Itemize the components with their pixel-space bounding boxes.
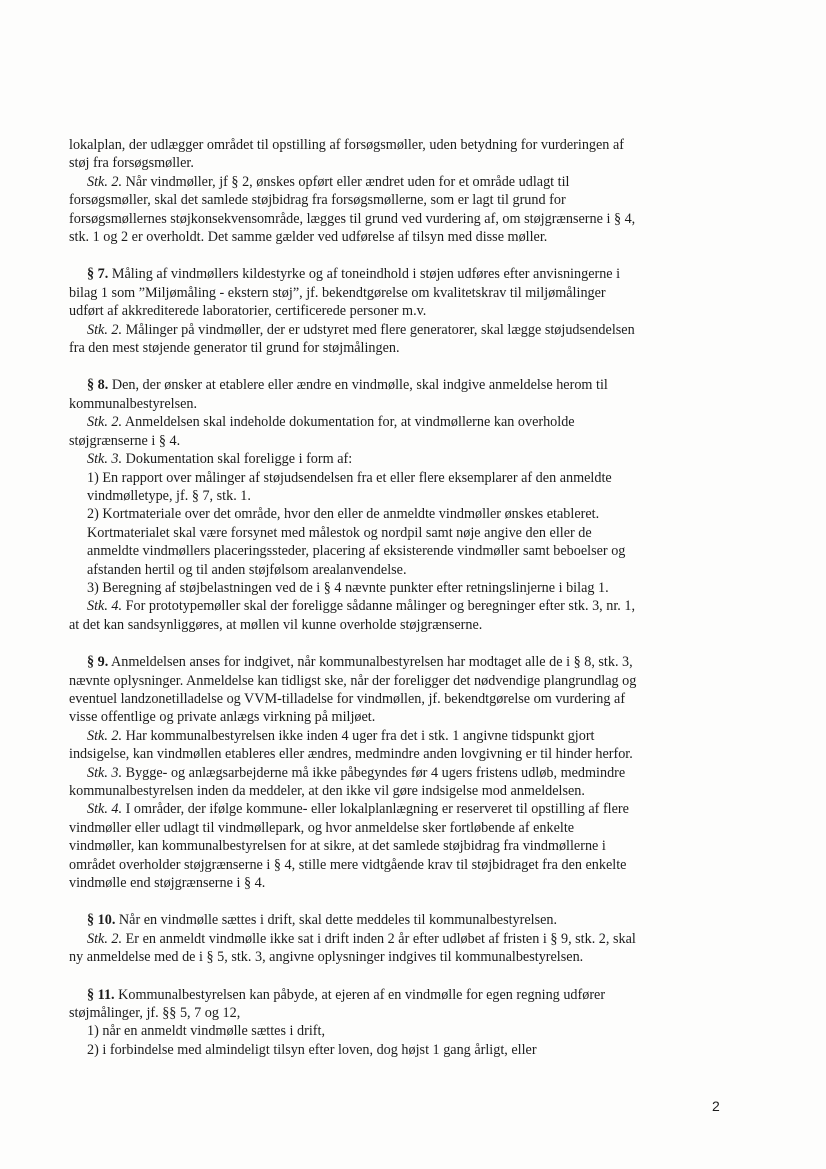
line-text: For prototypemøller skal der foreligge sådanne målinger og beregninger efter stk. 3, nr. 1, — [122, 598, 636, 615]
text-line — [69, 727, 731, 745]
line-text: at det kan sandsynliggøres, at møllen vil kunne overholde støjgrænserne. — [69, 616, 483, 633]
line-text: 1) når en anmeldt vindmølle sættes i drift, — [87, 1023, 325, 1040]
line-text: Når vindmøller, jf § 2, ønskes opført eller ændret uden for et område udlagt til — [122, 173, 570, 190]
text-line — [69, 376, 731, 394]
text-line — [69, 395, 731, 413]
text-line — [69, 986, 731, 1004]
stk-label: Stk. 4. — [87, 801, 123, 818]
text-line — [69, 911, 731, 929]
text-line — [69, 616, 731, 634]
line-text: forsøgsmøllernes støjkonsekvensområde, lægges til grund ved vurdering af, om støjgrænserne i § 4, — [69, 210, 636, 227]
stk-label: Stk. 3. — [87, 764, 123, 781]
line-text: Når en vindmølle sættes i drift, skal dette meddeles til kommunalbestyrelsen. — [115, 912, 558, 929]
stk-label: Stk. 2. — [87, 321, 123, 338]
line-text: bilag 1 som ”Miljømåling - ekstern støj”, jf. bekendtgørelse om kvalitetskrav til miljømålinger — [69, 284, 606, 301]
text-line — [69, 487, 731, 505]
text-line — [69, 800, 731, 818]
stk-label: Stk. 2. — [87, 930, 123, 947]
line-text: 1) En rapport over målinger af støjudsendelsen fra et eller flere eksemplarer af den anmeldte — [87, 469, 612, 486]
line-text: Er en anmeldt vindmølle ikke sat i drift inden 2 år efter udløbet af fristen i § 9, stk. 2, skal — [122, 930, 636, 947]
line-text: anmeldte vindmøllers placeringssteder, placering af eksisterende vindmøller samt beboelser og — [87, 543, 626, 560]
line-text: 3) Beregning af støjbelastningen ved de i § 4 nævnte punkter efter retningslinjerne i bilag 1. — [87, 579, 609, 596]
line-text: Kommunalbestyrelsen kan påbyde, at ejeren af en vindmølle for egen regning udfører — [114, 986, 606, 1003]
line-text: støjmålinger, jf. §§ 5, 7 og 12, — [69, 1005, 241, 1022]
stk-label: Stk. 2. — [87, 173, 123, 190]
text-line — [69, 653, 731, 671]
paragraph — [69, 653, 731, 892]
text-line — [69, 597, 731, 615]
line-text: Bygge- og anlægsarbejderne må ikke påbegyndes før 4 ugers fristens udløb, medmindre — [122, 764, 626, 781]
line-text: udført af akkrediterede laboratorier, certificerede personer m.v. — [69, 303, 427, 320]
line-text: forsøgsmøller, skal det samlede støjbidrag fra forsøgsmøllerne, som er lagt til grund for — [69, 192, 566, 209]
stk-label: Stk. 2. — [87, 414, 123, 431]
line-text: indsigelse, kan vindmøllen etableres eller ændres, medmindre anden lovgivning er til hinder herfor. — [69, 746, 633, 763]
text-line — [69, 690, 731, 708]
text-line — [69, 561, 731, 579]
stk-label: Stk. 2. — [87, 727, 123, 744]
text-line — [69, 764, 731, 782]
text-line — [69, 579, 731, 597]
text-line — [69, 210, 731, 228]
text-line — [69, 432, 731, 450]
line-text: vindmølle end støjgrænserne i § 4. — [69, 875, 266, 892]
text-line — [69, 837, 731, 855]
line-text: eventuel landzonetilladelse og VVM-tilladelse for vindmøllen, jf. bekendtgørelse om vurdering af — [69, 690, 626, 707]
line-text: Målinger på vindmøller, der er udstyret med flere generatorer, skal lægge støjudsendelsen — [122, 321, 635, 338]
text-line — [69, 819, 731, 837]
line-text: kommunalbestyrelsen. — [69, 395, 198, 412]
line-text: stk. 1 og 2 er overholdt. Det samme gælder ved udførelse af tilsyn med disse møller. — [69, 229, 548, 246]
line-text: I områder, der ifølge kommune- eller lokalplanlægning er reserveret til opstilling af flere — [122, 801, 629, 818]
line-text: vindmøller eller udlagt til vindmøllepark, og hvor anmeldelse sker fortløbende af enkelte — [69, 819, 575, 836]
text-line — [69, 302, 731, 320]
text-line — [69, 542, 731, 560]
text-line — [69, 339, 731, 357]
stk-label: Stk. 3. — [87, 451, 123, 468]
text-line — [69, 469, 731, 487]
text-line — [69, 874, 731, 892]
line-text: området overholder støjgrænserne i § 4, stille mere vidtgående krav til støjbidraget fra den enkelte — [69, 856, 627, 873]
text-line — [69, 745, 731, 763]
line-text: nævnte oplysninger. Anmeldelse kan tidligst ske, når der foreligger det nødvendige plangrundlag og — [69, 672, 637, 689]
line-text: Dokumentation skal foreligge i form af: — [122, 451, 353, 468]
paragraph — [69, 265, 731, 357]
text-line — [69, 228, 731, 246]
line-text: Kortmaterialet skal være forsynet med målestok og nordpil samt nøje angive den eller de — [87, 524, 592, 541]
text-line — [69, 321, 731, 339]
section-number: § 7. — [87, 266, 109, 283]
line-text: Har kommunalbestyrelsen ikke inden 4 uger fra det i stk. 1 angivne tidspunkt gjort — [122, 727, 595, 744]
paragraph — [69, 911, 731, 966]
line-text: visse offentlige og private anlægs virkning på miljøet. — [69, 709, 376, 726]
line-text: støjgrænserne i § 4. — [69, 432, 181, 449]
line-text: fra den mest støjende generator til grund for støjmålingen. — [69, 340, 400, 357]
line-text: Anmeldelsen anses for indgivet, når kommunalbestyrelsen har modtaget alle de i § 8, stk. 3, — [108, 654, 633, 671]
text-line — [69, 1022, 731, 1040]
section-number: § 9. — [87, 654, 109, 671]
page-number: 2 — [712, 1098, 720, 1114]
line-text: Den, der ønsker at etablere eller ændre en vindmølle, skal indgive anmeldelse herom til — [108, 377, 608, 394]
text-line — [69, 154, 731, 172]
stk-label: Stk. 4. — [87, 598, 123, 615]
line-text: 2) i forbindelse med almindeligt tilsyn efter loven, dog højst 1 gang årligt, eller — [87, 1041, 537, 1058]
line-text: kommunalbestyrelsen inden da meddeler, at den ikke vil gøre indsigelse mod anmeldelsen. — [69, 783, 585, 799]
paragraph — [69, 986, 731, 1060]
line-text: vindmølletype, jf. § 7, stk. 1. — [87, 487, 251, 504]
document-page — [69, 136, 731, 1078]
text-line — [69, 1004, 731, 1022]
text-line — [69, 284, 731, 302]
text-line — [69, 948, 731, 966]
line-text: ny anmeldelse med de i § 5, stk. 3, angivne oplysninger indgives til kommunalbestyrelsen. — [69, 949, 584, 966]
line-text: vindmøller, kan kommunalbestyrelsen for at sikre, at det samlede støjbidrag fra vindmøllerne i — [69, 838, 606, 855]
text-line — [69, 1041, 731, 1059]
text-line — [69, 450, 731, 468]
paragraph — [69, 376, 731, 634]
paragraph — [69, 136, 731, 246]
text-line — [69, 505, 731, 523]
line-text: Måling af vindmøllers kildestyrke og af toneindhold i støjen udføres efter anvisningerne i — [108, 266, 621, 283]
text-line — [69, 173, 731, 191]
text-line — [69, 191, 731, 209]
text-line — [69, 672, 731, 690]
text-line — [69, 782, 731, 800]
text-line — [69, 524, 731, 542]
text-line — [69, 856, 731, 874]
text-line — [69, 136, 731, 154]
line-text: afstanden hertil og til anden støjfølsom arealanvendelse. — [87, 561, 407, 578]
section-number: § 11. — [87, 986, 115, 1003]
line-text: 2) Kortmateriale over det område, hvor den eller de anmeldte vindmøller ønskes etableret. — [87, 506, 600, 523]
text-line — [69, 708, 731, 726]
text-line — [69, 265, 731, 283]
line-text: Anmeldelsen skal indeholde dokumentation for, at vindmøllerne kan overholde — [122, 414, 575, 431]
text-line — [69, 930, 731, 948]
section-number: § 10. — [87, 912, 116, 929]
text-line — [69, 413, 731, 431]
section-number: § 8. — [87, 377, 109, 394]
line-text: støj fra forsøgsmøller. — [69, 155, 194, 172]
line-text: lokalplan, der udlægger området til opstilling af forsøgsmøller, uden betydning for vurderingen af — [69, 137, 624, 153]
